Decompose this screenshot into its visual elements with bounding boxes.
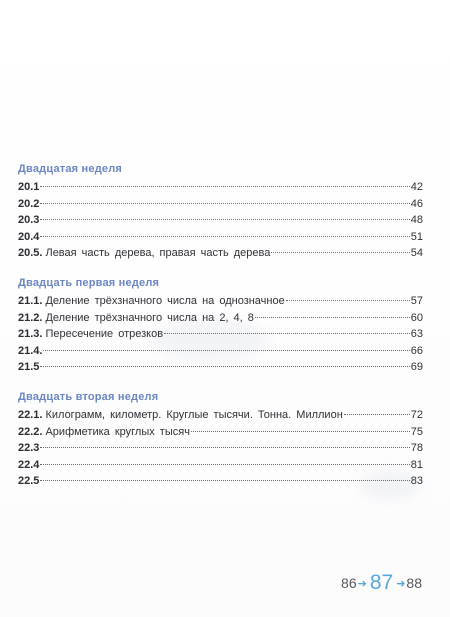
dot-leader [286, 300, 410, 301]
entry-title: Деление трёхзначного числа на 2, 4, 8 [45, 311, 254, 324]
dot-leader [271, 252, 409, 253]
toc-entry[interactable] [18, 457, 423, 474]
entry-title: Пересечение отрезков [45, 328, 164, 341]
toc-section-week-22 [18, 390, 423, 490]
entry-number: 20.3 [18, 214, 40, 227]
dot-leader [40, 480, 409, 481]
entry-number: 21.4. [18, 344, 43, 357]
dot-leader [43, 350, 409, 351]
entry-number: 21.2. [18, 311, 43, 324]
entry-page: 63 [410, 328, 423, 341]
entry-number: 22.3 [18, 442, 40, 455]
entry-page: 81 [410, 458, 423, 471]
entry-number: 20.2 [18, 197, 40, 210]
entry-title: Арифметика круглых тысяч [45, 425, 190, 438]
entry-number: 20.4 [18, 230, 40, 243]
dot-leader [344, 414, 410, 415]
entry-page: 83 [410, 475, 423, 488]
toc-entry[interactable] [18, 440, 423, 457]
prev-page-number[interactable]: 86 [341, 575, 357, 591]
dot-leader [40, 366, 409, 367]
entry-page: 66 [410, 344, 423, 357]
toc-section-week-21 [18, 276, 423, 376]
entry-number: 22.1. [18, 408, 43, 421]
dot-leader [255, 317, 410, 318]
entry-page: 51 [410, 230, 423, 243]
dot-leader [164, 333, 410, 334]
toc-entry[interactable] [18, 424, 423, 441]
toc-entry[interactable] [18, 326, 423, 343]
section-title: Двадцать вторая неделя [18, 390, 159, 403]
entry-number: 21.5 [18, 361, 40, 374]
entry-page: 48 [410, 214, 423, 227]
dot-leader [40, 203, 409, 204]
dot-leader [40, 219, 409, 220]
entry-page: 46 [410, 197, 423, 210]
entry-number: 21.1. [18, 294, 43, 307]
dot-leader [40, 464, 409, 465]
current-page-number: 87 [369, 571, 394, 594]
section-title: Двадцать первая неделя [18, 276, 160, 289]
entry-page: 60 [410, 311, 423, 324]
entry-number: 21.3. [18, 328, 43, 341]
entry-title: Килограмм, километр. Круглые тысячи. Тонна. Миллион [45, 408, 343, 421]
entry-page: 69 [410, 361, 423, 374]
table-of-contents [18, 162, 423, 504]
toc-entry[interactable] [18, 196, 423, 213]
toc-section-week-20 [18, 162, 423, 262]
arrow-right-icon: ➜ [357, 577, 367, 590]
entry-title: Левая часть дерева, правая часть дерева [45, 247, 271, 260]
dot-leader [191, 431, 410, 432]
entry-page: 54 [410, 247, 423, 260]
entry-number: 22.5 [18, 475, 40, 488]
toc-entry[interactable] [18, 293, 423, 310]
entry-number: 20.5. [18, 247, 43, 260]
toc-entry[interactable] [18, 407, 423, 424]
next-page-number[interactable]: 88 [406, 575, 422, 591]
entry-page: 57 [410, 294, 423, 307]
dot-leader [40, 236, 409, 237]
entry-page: 72 [410, 408, 423, 421]
toc-entry[interactable] [18, 310, 423, 327]
entry-number: 22.4 [18, 458, 40, 471]
entry-page: 78 [410, 442, 423, 455]
entry-title: Деление трёхзначного числа на однозначное [45, 294, 285, 307]
toc-entry[interactable] [18, 179, 423, 196]
toc-entry[interactable] [18, 212, 423, 229]
toc-entry[interactable] [18, 245, 423, 262]
entry-number: 20.1 [18, 181, 40, 193]
arrow-right-icon: ➜ [396, 577, 406, 590]
entry-page: 42 [410, 181, 423, 193]
entry-page: 75 [410, 425, 423, 438]
page-navigator [341, 571, 422, 595]
toc-entry[interactable] [18, 359, 423, 376]
section-title: Двадцатая неделя [18, 163, 123, 175]
toc-entry[interactable] [18, 473, 423, 490]
toc-entry[interactable] [18, 229, 423, 246]
toc-entry[interactable] [18, 343, 423, 360]
dot-leader [40, 447, 409, 448]
entry-number: 22.2. [18, 425, 43, 438]
dot-leader [40, 186, 409, 187]
